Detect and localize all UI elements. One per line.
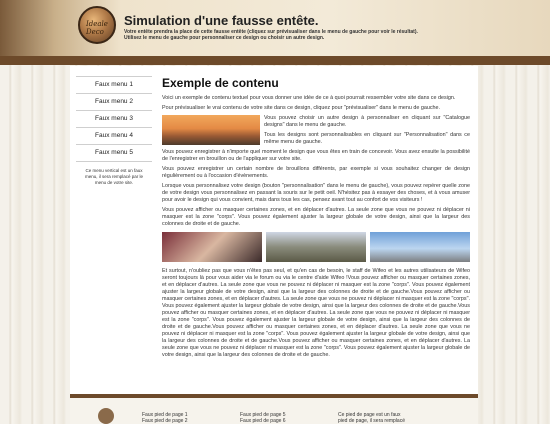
sidebar-item-4[interactable]: Faux menu 4: [76, 127, 152, 144]
footer-column-1: [142, 412, 188, 424]
logo-text: Ideale Deco: [86, 20, 108, 36]
main-content: [162, 76, 470, 362]
site-footer: [70, 398, 478, 424]
footer-avatar: [98, 408, 114, 424]
content-paragraph: Et surtout, n'oubliez pas que vous n'êtes pas seul, et qu'en cas de besoin, le staff de Wifeo et les autres utilisateurs de Wifeo seront toujours là pour vous aider via le forum ou via le centre d'aide Wifeo !Vous pouvez afficher ou masquer certaines zones, et en déplacer d'autres. La seule zone que vous ne pouvez ni déplacer ni masquer est la zone "corps". Vous pouvez également ajuster la largeur globale de votre design, ainsi que la largeur des colonnes de droite et de gauche.Vous pouvez afficher ou masquer certaines zones, et en déplacer d'autres. La seule zone que vous ne pouvez ni déplacer ni masquer est la zone "corps". Vous pouvez également ajuster la largeur globale de votre design, ainsi que la largeur des colonnes de droite et de gauche.Vous pouvez afficher ou masquer certaines zones, et en déplacer d'autres. La seule zone que vous ne pouvez ni déplacer ni masquer est la zone "corps". Vous pouvez également ajuster la largeur globale de votre design, ainsi que la largeur des colonnes de droite et de gauche.Vous pouvez afficher ou masquer certaines zones, et en déplacer d'autres. La seule zone que vous ne pouvez ni déplacer ni masquer est la zone "corps". Vous pouvez également ajuster la largeur globale de votre design, ainsi que la largeur des colonnes de droite et de gauche.Vous pouvez afficher ou masquer certaines zones, et en déplacer d'autres. La seule zone que vous ne pouvez ni déplacer ni masquer est la zone "corps". Vous pouvez également ajuster la largeur globale de votre design, ainsi que la largeur des colonnes de droite et de gauche.: [162, 268, 470, 358]
photo-city-image: [370, 232, 470, 262]
footer-link[interactable]: Faux pied de page 6: [240, 418, 286, 424]
content-paragraph: Vous pouvez enregistrer à n'importe quel moment le design que vous êtes en train de concevoir. Vous avez ensuite la possibilité de l'enregistrer en brouillon ou de l'appliquer sur votre site.: [162, 149, 470, 162]
footer-note: pied de page, il sera remplacé: [338, 418, 405, 424]
photo-roof-image: [266, 232, 366, 262]
footer-link[interactable]: Faux pied de page 5: [240, 412, 286, 418]
site-title: Simulation d'une fausse entête.: [124, 13, 319, 28]
site-header: [0, 0, 550, 56]
header-band: [0, 56, 550, 65]
content-title: Exemple de contenu: [162, 76, 279, 90]
sidebar-item-5[interactable]: Faux menu 5: [76, 144, 152, 162]
sidebar-item-2[interactable]: Faux menu 2: [76, 93, 152, 110]
footer-link[interactable]: Faux pied de page 2: [142, 418, 188, 424]
footer-column-3: [338, 412, 405, 424]
footer-link[interactable]: Faux pied de page 1: [142, 412, 188, 418]
subtitle-line: Votre entête prendra la place de cette fausse entête (cliquez sur prévisualiser dans le menu de gauche pour voir le résultat).: [124, 29, 418, 35]
content-paragraph: Vous pouvez enregistrer un certain nombre de brouillons différents, par exemple si vous souhaitez changer de design régulièrement ou à l'occasion d'évènements.: [162, 166, 470, 179]
site-subtitle: [124, 29, 454, 41]
content-paragraph: Tous les designs sont personnalisables en cliquant sur "Personnalisation" dans ce même menu de gauche.: [264, 132, 470, 145]
photo-hands-image: [162, 232, 262, 262]
content-paragraph: Vous pouvez afficher ou masquer certaines zones, et en déplacer d'autres. La seule zone que vous ne pouvez ni déplacer ni masquer est la zone "corps". Vous pouvez également ajuster la largeur globale de votre design, ainsi que la largeur des colonnes de droite et de gauche.: [162, 207, 470, 227]
content-paragraph: Voici un exemple de contenu textuel pour vous donner une idée de ce à quoi pourrait ressembler votre site dans ce design.: [162, 95, 456, 101]
subtitle-line: Utilisez le menu de gauche pour personnaliser ce design ou choisir un autre design.: [124, 35, 325, 41]
content-paragraph: Pour prévisualiser le vrai contenu de votre site dans ce design, cliquez pour "prévisualiser" dans le menu de gauche.: [162, 105, 441, 111]
sidebar-item-1[interactable]: Faux menu 1: [76, 76, 152, 93]
footer-column-2: [240, 412, 286, 424]
sidebar-note: Ce menu vertical est un faux menu, il sera remplacé par le menu de votre site.: [84, 168, 144, 185]
footer-note: Ce pied de page est un faux: [338, 412, 401, 418]
content-paragraph: Vous pouvez choisir un autre design à personnaliser en cliquant sur "Catalogue designs" dans le menu de gauche.: [264, 115, 470, 128]
sidebar-menu: [76, 76, 152, 186]
site-logo[interactable]: [78, 6, 116, 44]
sidebar-item-3[interactable]: Faux menu 3: [76, 110, 152, 127]
content-paragraph: Lorsque vous personnalisez votre design (bouton "personnalisation" dans le menu de gauche), vous pouvez repérer quelle zone de votre design vous personnalisez en passant la souris sur le petit oeil. N'hésitez pas à essayer des choses, et à vous amuser pour avoir le design qui vous convient, mais dans tous les cas, pensez avant tout au confort de vos visiteurs !: [162, 183, 470, 203]
desert-image: [162, 115, 260, 145]
page-container: [70, 66, 478, 396]
image-row: [162, 232, 470, 262]
